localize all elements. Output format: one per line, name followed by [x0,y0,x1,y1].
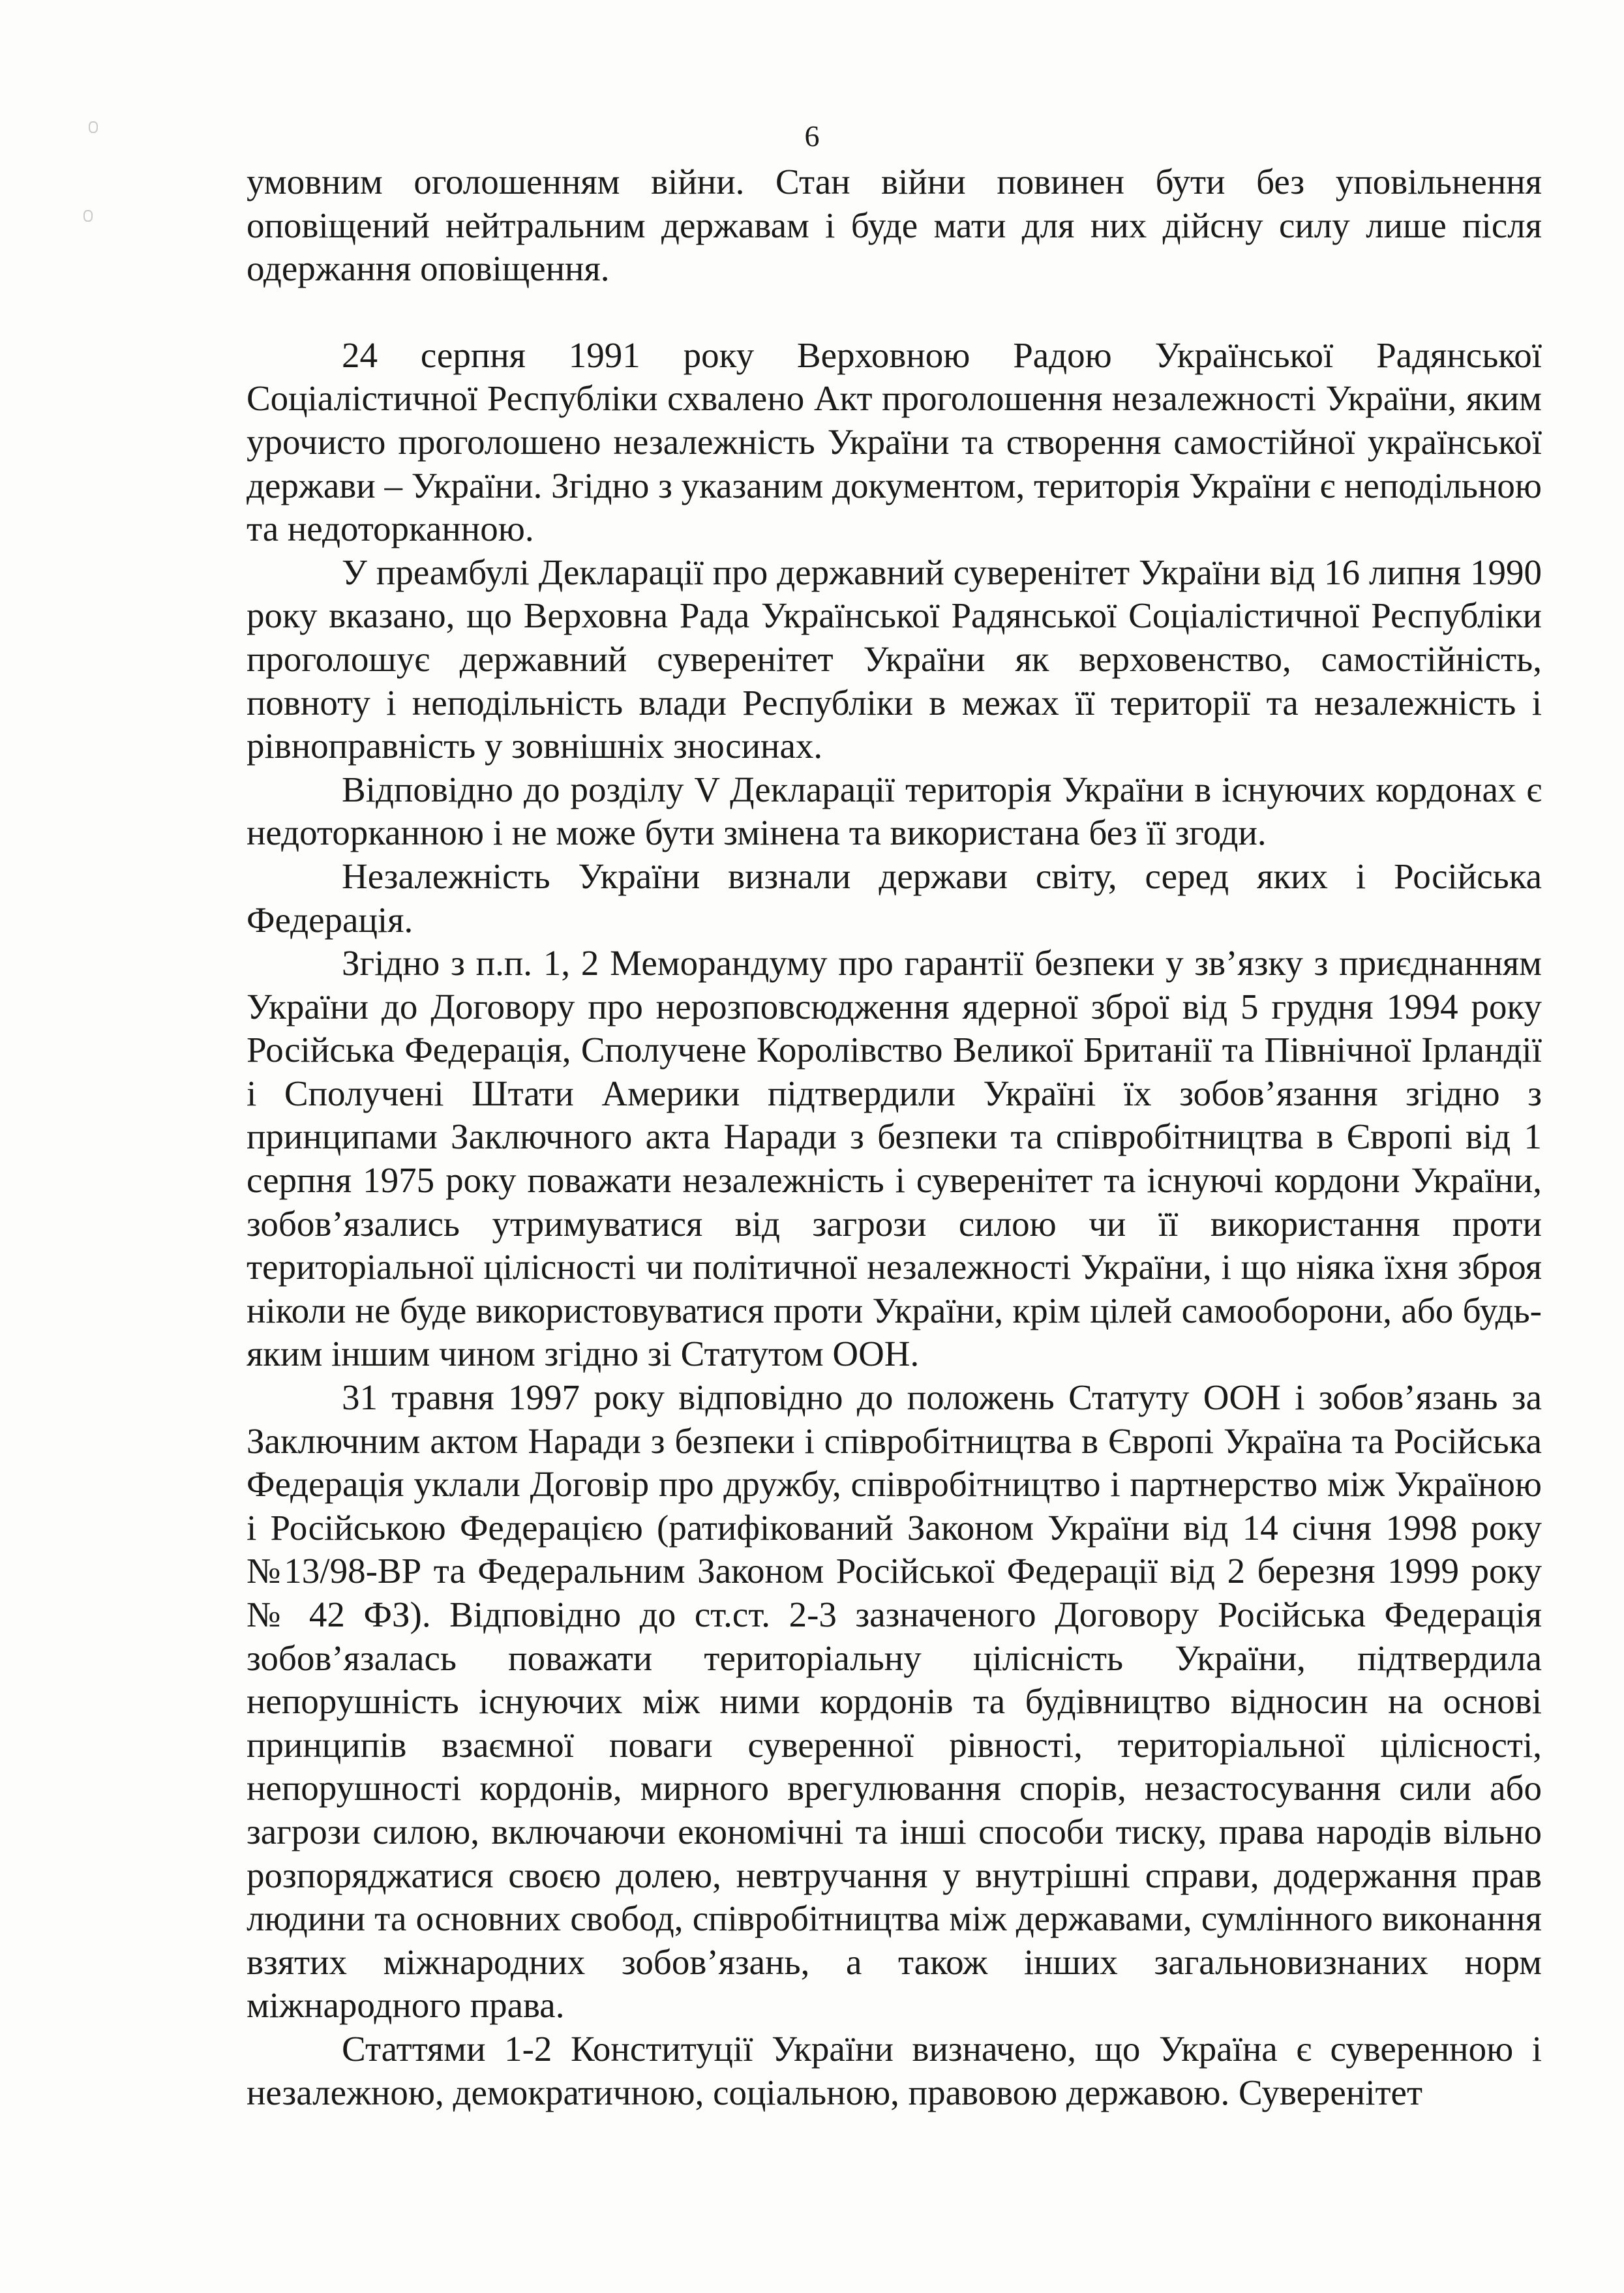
scan-speck-mark [83,210,93,222]
paragraph-declaration-section-v: Відповідно до розділу V Декларації територія України в існуючих кордонах є недоторканною і не може бути змінена та використана без її згоди. [247,769,1542,853]
paragraph-sovereignty-declaration: У преамбулі Декларації про державний суверенітет України від 16 липня 1990 року вказано, що Верховна Рада Української Радянської Соціалістичної Республіки проголошує державний суверенітет України як верховенство, самостійність, повноту і неподільність влади Республіки в межах її території та незалежність і рівноправність у зовнішніх зносинах. [247,552,1542,766]
document-body [247,160,1542,2114]
paragraph-recognition: Незалежність України визнали держави світу, серед яких і Російська Федерація. [247,856,1542,940]
page-number: 6 [804,119,820,153]
paragraph-independence-act: 24 серпня 1991 року Верховною Радою Української Радянської Соціалістичної Республіки схвалено Акт проголошення незалежності України, яким урочисто проголошено незалежність України та створення самостійної української держави – України. Згідно з указаним документом, територія України є неподільною та недоторканною. [247,335,1542,549]
paragraph-continuation: умовним оголошенням війни. Стан війни повинен бути без уповільнення оповіщений нейтральним державам і буде мати для них дійсну силу лише після одержання оповіщення. [247,162,1542,289]
paragraph-budapest-memorandum: Згідно з п.п. 1, 2 Меморандуму про гарантії безпеки у зв’язку з приєднанням України до Договору про нерозповсюдження ядерної зброї від 5 грудня 1994 року Російська Федерація, Сполучене Королівство Великої Британії та Північної Ірландії і Сполучені Штати Америки підтвердили Україні їх зобов’язання згідно з принципами Заключного акта Наради з безпеки та співробітництва в Європі від 1 серпня 1975 року поважати незалежність і суверенітет та існуючі кордони України, зобов’язались утримуватися від загрози силою чи її використання проти територіальної цілісності чи політичної незалежності України, і що ніяка їхня зброя ніколи не буде використовуватися проти України, крім цілей самооборони, або будь-яким іншим чином згідно зі Статутом ООН. [247,943,1542,1374]
paragraph-friendship-treaty: 31 травня 1997 року відповідно до положень Статуту ООН і зобов’язань за Заключним актом Наради з безпеки і співробітництва в Європі Україна та Російська Федерація уклали Договір про дружбу, співробітництво і партнерство між Україною і Російською Федерацією (ратифікований Законом України від 14 січня 1998 року №13/98-ВР та Федеральним Законом Російської Федерації від 2 березня 1999 року № 42 ФЗ). Відповідно до ст.ст. 2-3 зазначеного Договору Російська Федерація зобов’язалась поважати територіальну цілісність України, підтвердила непорушність існуючих між ними кордонів та будівництво відносин на основі принципів взаємної поваги суверенної рівності, територіальної цілісності, непорушності кордонів, мирного врегулювання спорів, незастосування сили або загрози силою, включаючи економічні та інші способи тиску, права народів вільно розпоряджатися своєю долею, невтручання у внутрішні справи, додержання прав людини та основних свобод, співробітництва між державами, сумлінного виконання взятих міжнародних зобов’язань, а також інших загальновизнаних норм міжнародного права. [247,1377,1542,2026]
paragraph-constitution: Статтями 1-2 Конституції України визначено, що Україна є суверенною і незалежною, демократичною, соціальною, правовою державою. Суверенітет [247,2028,1542,2112]
